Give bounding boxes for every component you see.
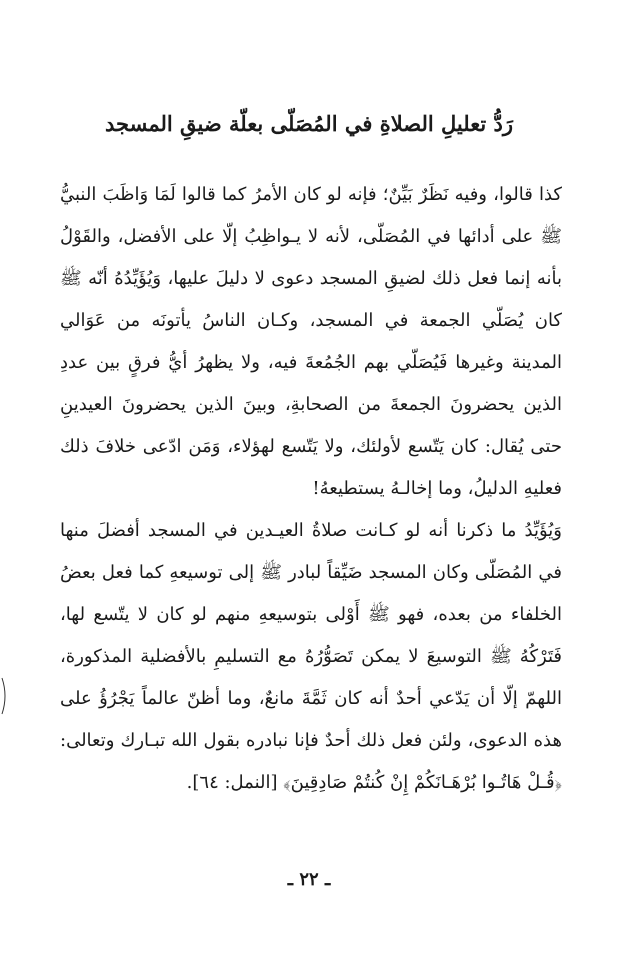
- body-text: [60, 174, 562, 804]
- page-number: ـ ٢٢ ـ: [287, 869, 331, 890]
- paragraph-1: كذا قالوا، وفيه نَظَرٌ بَيِّنٌ؛ فإنه لو كان الأمرُ كما قالوا لَمَا وَاظَبَ النبيُّ ﷺ على أدائها في المُصَلّى، لأنه لا يـواظِبُ إلّا على الأفضل، والقَوْلُ بأنه إنما فعل ذلك لضيقِ المسجد دعوى لا دليلَ عليها، وَيُؤَيِّدُهُ أنّه ﷺ كان يُصَلّي الجمعة في المسجد، وكـان الناسُ يأتونَه من عَوَالي المدينة وغيرها فَيُصَلّي بهم الجُمُعةَ فيه، ولا يظهرُ أيُّ فرقٍ بين عددِ الذين يحضرونَ الجمعةَ من الصحابةِ، وبينَ الذين يحضرونَ العيدينِ حتى يُقال: كان يَتّسع لأولئك، ولا يَتّسع لهؤلاء، وَمَن ادّعى خلافَ ذلك فعليهِ الدليلُ، وما إخالـهُ يستطيعهُ!: [60, 184, 562, 499]
- section-heading: رَدُّ تعليلِ الصلاةِ في المُصَلّى بعلّة ضيقِ المسجد: [105, 111, 513, 136]
- paragraph-2: وَيُؤَيِّدُ ما ذكرنا أنه لو كـانت صلاةُ العيـدين في المسجد أفضلَ منها في المُصَلّى وكان المسجد ضَيِّقاً لبادر ﷺ إلى توسيعهِ كما فعل بعضُ الخلفاء من بعده، فهو ﷺ أَوْلى بتوسيعهِ منهم لو كان لا يتّسع لها، فَتَرْكُهُ ﷺ التوسيعَ لا يمكن تَصَوُّرُهُ مع التسليمِ بالأفضلية المذكورة، اللهمّ إلّا أن يَدّعي أحدٌ أنه كان ثَمَّةَ مانعٌ، وما أظنّ عالماً يَجْرُؤُ على هذه الدعوى، ولئن فعل ذلك أحدٌ فإنا نبادره بقول الله تبـارك وتعالى: ﴿قُـلْ هَاتُـوا بُرْهَـانَكُمْ إِنْ كُنتُمْ صَادِقِينَ﴾ [النمل: ٦٤].: [60, 520, 562, 793]
- margin-curve-mark: [0, 676, 10, 716]
